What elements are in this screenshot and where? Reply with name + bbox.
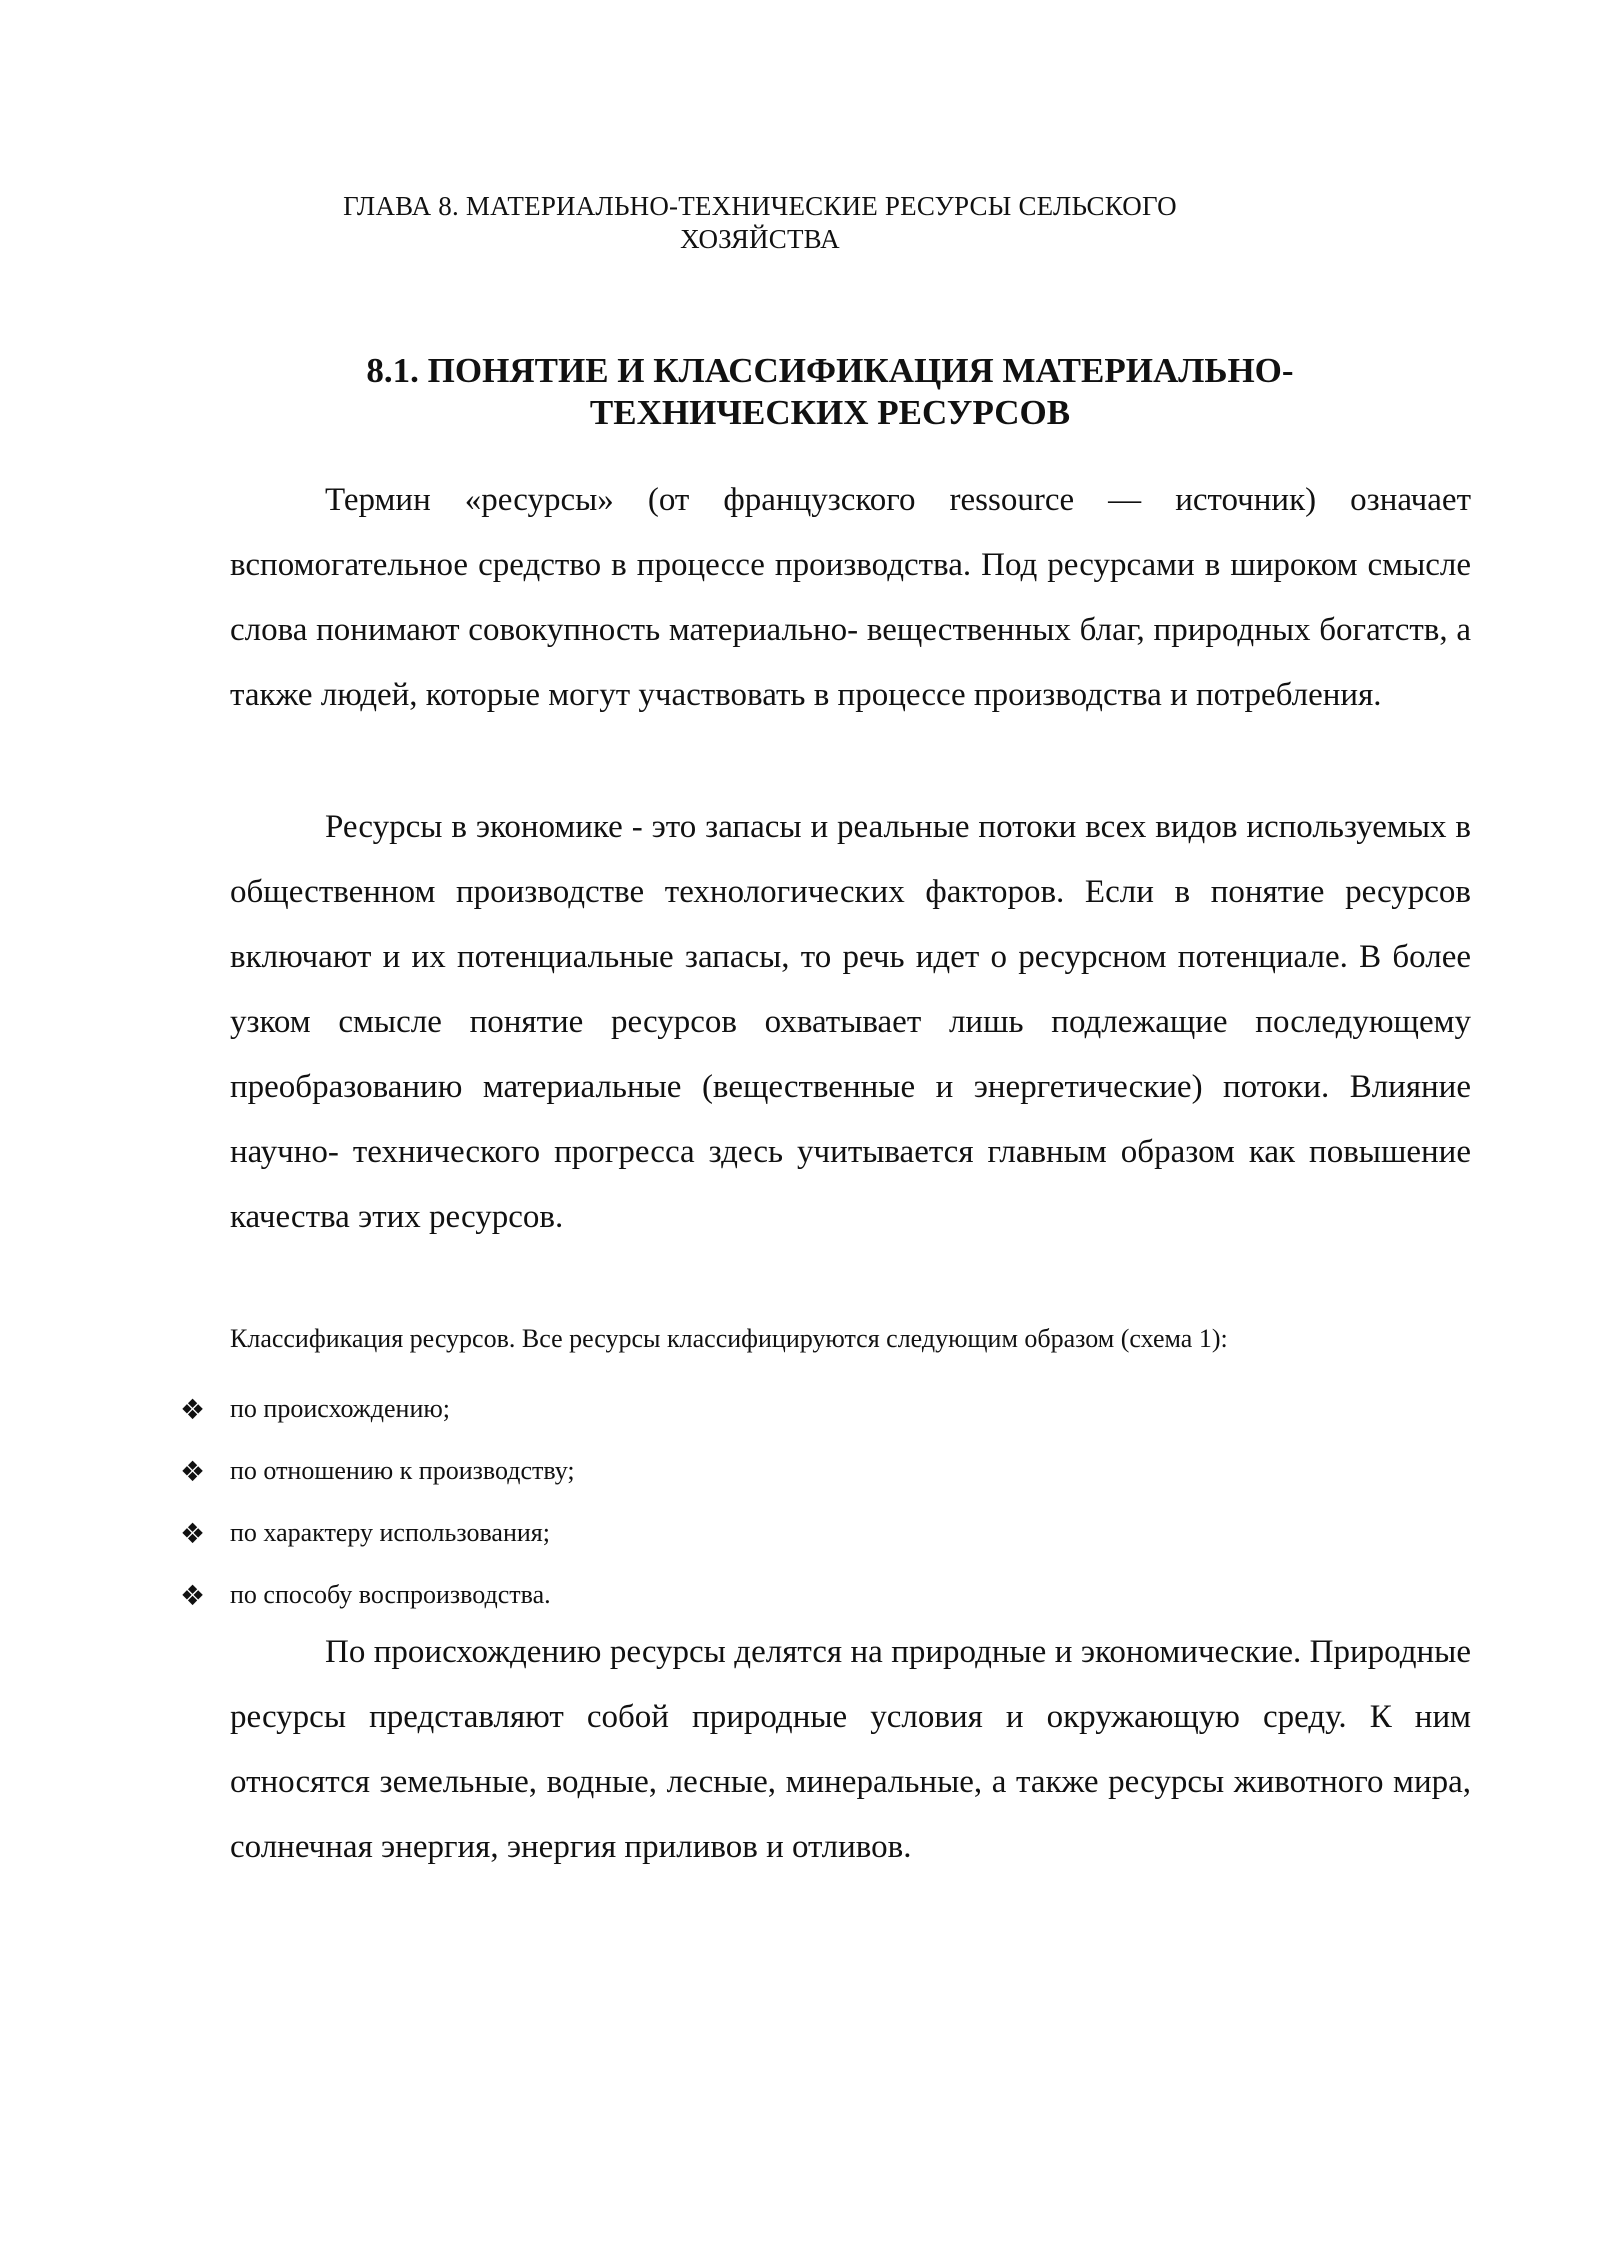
classification-list [180,1378,575,1626]
list-item [180,1502,575,1564]
paragraph-3-text: По происхождению ресурсы делятся на природные и экономические. Природные ресурсы представляют собой природные условия и окружающую среду. К ним относятся земельные, водные, лесные, минеральные, а также ресурсы животного мира, солнечная энергия, энергия приливов и отливов. [230,1634,1471,1865]
section-title [230,350,1430,434]
list-item-label: по происхождению; [230,1394,451,1423]
list-item-label: по отношению к производству; [230,1456,575,1485]
list-item [180,1378,575,1440]
chapter-title-line-2: ХОЗЯЙСТВА [680,224,840,254]
list-item-label: по характеру использования; [230,1518,550,1547]
paragraph-2-text: Ресурсы в экономике - это запасы и реальные потоки всех видов используемых в общественном производстве технологических факторов. Если в понятие ресурсов включают и их потенциальные запасы, то речь идет о ресурсном потенциале. В более узком смысле понятие ресурсов охватывает лишь подлежащие последующему преобразованию материальные (вещественные и энергетические) потоки. Влияние научно- технического прогресса здесь учитывается главным образом как повышение качества этих ресурсов. [230,809,1471,1235]
paragraph-1-text: Термин «ресурсы» (от французского ressource — источник) означает вспомогательное средство в процессе производства. Под ресурсами в широком смысле слова понимают совокупность материально- вещественных благ, природных богатств, а также людей, которые могут участвовать в процессе производства и потребления. [230,482,1471,713]
section-title-line-1: 8.1. ПОНЯТИЕ И КЛАССИФИКАЦИЯ МАТЕРИАЛЬНО- [366,351,1294,390]
list-item [180,1440,575,1502]
section-title-line-2: ТЕХНИЧЕСКИХ РЕСУРСОВ [589,393,1071,432]
paragraph-2 [230,795,1471,1250]
chapter-title-line-1: ГЛАВА 8. МАТЕРИАЛЬНО-ТЕХНИЧЕСКИЕ РЕСУРСЫ СЕЛЬСКОГО [343,191,1177,221]
diamond-bullet-icon: ❖ [180,1454,206,1488]
diamond-bullet-icon: ❖ [180,1392,206,1426]
diamond-bullet-icon: ❖ [180,1516,206,1550]
chapter-title [200,190,1320,256]
paragraph-3 [230,1620,1471,1880]
list-item [180,1564,575,1626]
classification-intro: Классификация ресурсов. Все ресурсы классифицируются следующим образом (схема 1): [230,1324,1228,1353]
list-item-label: по способу воспроизводства. [230,1580,551,1609]
diamond-bullet-icon: ❖ [180,1578,206,1612]
paragraph-1 [230,468,1471,728]
